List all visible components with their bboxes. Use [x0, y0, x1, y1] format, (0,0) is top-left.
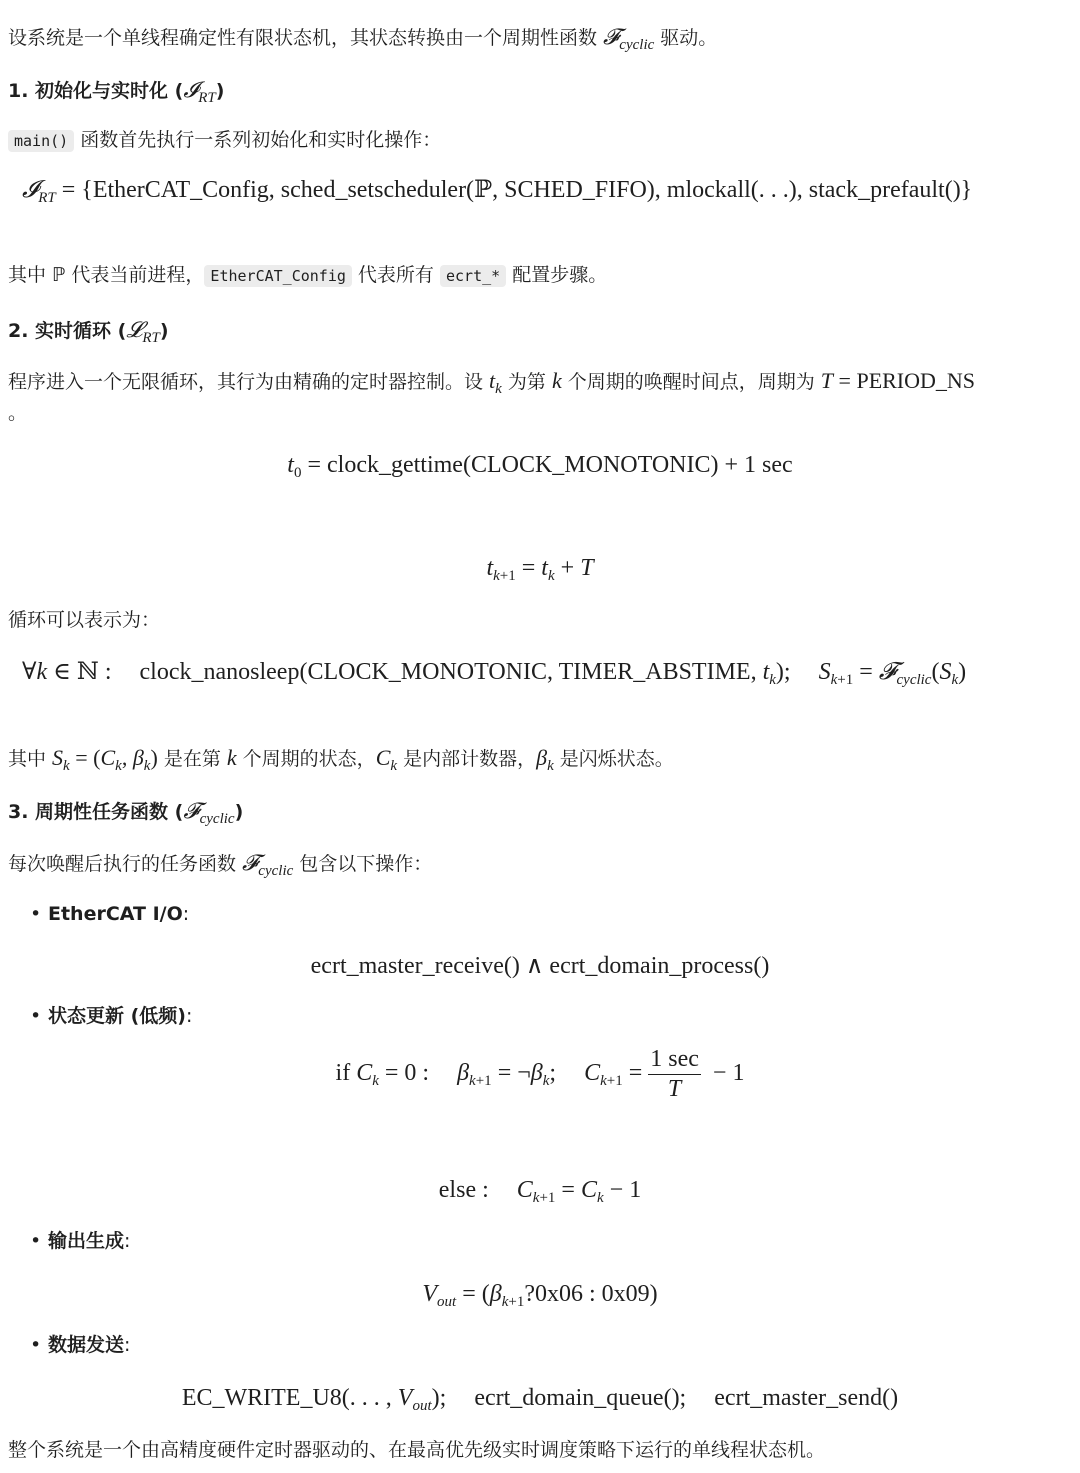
equation-init: 𝓘$_{RT}$ = {EtherCAT_Config, sched_setscheduler(ℙ, SCHED_FIFO), mlockall(. . .), stack_prefault()}	[22, 177, 973, 206]
if-rest: = 0 :	[378, 1060, 430, 1087]
k-symbol: k	[551, 368, 562, 393]
code-ethercat-config: EtherCAT_Config	[204, 265, 351, 287]
forall-symbol: ∀	[22, 659, 37, 685]
s2-note-post: 是闪烁状态。	[553, 748, 674, 770]
write-post: );	[431, 1385, 447, 1411]
tk-symbol: $t_k$	[489, 368, 502, 397]
s2-desc-mid2: 个周期的唤醒时间点，周期为	[561, 371, 821, 393]
eq-t0-text: = clock_gettime(CLOCK_MONOTONIC) + 1 sec	[301, 452, 793, 478]
s2-note-mid2: 个周期的状态，	[236, 748, 376, 770]
s1-note-p: ℙ	[52, 265, 66, 286]
section3-desc	[8, 848, 432, 878]
conclusion: 整个系统是一个由高精度硬件定时器驱动的、在最高优先级实时调度策略下运行的单线程状态机。	[8, 1439, 826, 1461]
bullet-state-update-label: 状态更新 (低频)	[48, 1005, 186, 1027]
equation-send: EC_WRITE_U8(. . . , $V_{out}$); ecrt_domain_queue(); ecrt_master_send()	[181, 1385, 899, 1414]
s2-note-mid1: 是在第	[157, 748, 227, 770]
section1-desc	[8, 127, 441, 154]
if-label: if	[335, 1060, 357, 1087]
forall-rest: ∈ ℕ :	[47, 659, 112, 685]
i-rt-symbol: 𝓘$_{RT}$	[183, 77, 216, 106]
bullet-ethercat-io	[30, 901, 189, 927]
section2-desc	[8, 366, 975, 396]
bullet4-colon: :	[124, 1334, 131, 1356]
section3-heading-text: 3. 周期性任务函数 (	[8, 801, 184, 823]
s1-note-pre: 其中	[8, 264, 53, 286]
bullet-output	[30, 1228, 130, 1254]
send-call: ecrt_master_send()	[714, 1385, 899, 1411]
sleep-call-pre: clock_nanosleep(CLOCK_MONOTONIC, TIMER_ABSTIME,	[139, 659, 763, 685]
bullet3-colon: :	[124, 1230, 131, 1252]
else-label: else :	[438, 1177, 489, 1203]
period-eq-text: = PERIOD_NS	[833, 368, 976, 393]
state-def: $S_k = (C_k$, $\beta_k$)	[52, 745, 158, 774]
bullet-output-label: 输出生成	[48, 1230, 125, 1252]
k-symbol-2: k	[226, 745, 237, 770]
write-pre: EC_WRITE_U8(. . . ,	[181, 1385, 398, 1411]
vout-rest: ?0x06 : 0x09)	[524, 1281, 658, 1307]
s3-desc-post: 包含以下操作：	[293, 853, 433, 875]
section1-heading-close: )	[215, 80, 225, 102]
fraction-numerator: 1 sec	[648, 1046, 701, 1075]
bullet-state-update	[30, 1003, 192, 1029]
intro-text-post: 驱动。	[654, 27, 718, 49]
s2-desc-pre: 程序进入一个无限循环，其行为由精确的定时器控制。设	[8, 371, 490, 393]
section1-heading-text: 1. 初始化与实时化 (	[8, 80, 184, 102]
sleep-call-post: );	[775, 659, 791, 685]
f-cyclic-symbol-3: 𝓕$_{cyclic}$	[242, 850, 294, 879]
ck-symbol: $C_k$	[375, 745, 398, 774]
fraction	[648, 1046, 701, 1103]
s1-note-post: 配置步骤。	[506, 264, 608, 286]
s3-desc-pre: 每次唤醒后执行的任务函数	[8, 853, 243, 875]
bullet-send	[30, 1332, 130, 1358]
section3-heading-close: )	[234, 801, 244, 823]
s2-note-mid3: 是内部计数器，	[397, 748, 537, 770]
equation-io: ecrt_master_receive() ∧ ecrt_domain_process()	[310, 953, 770, 979]
period-eq: T = PERIOD_NS	[820, 368, 976, 393]
bullet-send-label: 数据发送	[48, 1334, 125, 1356]
intro-paragraph	[8, 22, 717, 52]
equation-else: else : $C_{k+1} = C_k - 1$	[438, 1177, 642, 1206]
eq-init-p: ℙ	[474, 177, 493, 203]
equation-if: if $C_k = 0$ : $\beta_{k+1}$ = $\neg\beta_k$; $C_{k+1}$ = $\frac{1 \sec}{T}$ − 1	[335, 1046, 745, 1102]
code-main: main()	[8, 130, 74, 152]
s1-note-mid: 代表当前进程，	[65, 264, 205, 286]
s2-desc-mid1: 为第	[501, 371, 552, 393]
code-ecrt: ecrt_*	[440, 265, 506, 287]
fraction-denominator: T	[667, 1076, 682, 1102]
minus-one: − 1	[706, 1060, 745, 1087]
eq-init-close: , SCHED_FIFO), mlockall(. . .), stack_prefault()}	[492, 177, 973, 203]
beta-k-symbol: $\beta_k$	[536, 745, 554, 774]
section2-heading-text: 2. 实时循环 (	[8, 320, 127, 342]
section2-heading-close: )	[159, 320, 169, 342]
s1-note-mid2: 代表所有	[351, 264, 440, 286]
f-cyclic-symbol-2: 𝓕$_{cyclic}$	[183, 798, 235, 827]
section1-desc-text: 函数首先执行一系列初始化和实时化操作：	[74, 129, 442, 151]
section1-heading	[8, 75, 224, 105]
bullet1-colon: :	[182, 903, 190, 925]
equation-vout: $V_{out}$ = ($\beta_{k+1}?0x06$ : 0x09)	[422, 1281, 658, 1310]
equation-tk1: $t_{k+1} = t_k + T$	[486, 555, 594, 584]
equation-loop: ∀k ∈ ℕ : clock_nanosleep(CLOCK_MONOTONIC, TIMER_ABSTIME, $t_k$); $S_{k+1}$ = $𝓕_{cyclic}(S_k)$	[22, 659, 967, 688]
section1-note	[8, 262, 607, 289]
loop-label: 循环可以表示为：	[8, 609, 161, 631]
equation-t0: $t_0$ = clock_gettime(CLOCK_MONOTONIC) + 1 sec	[287, 452, 793, 481]
s2-note-pre: 其中	[8, 748, 53, 770]
section2-note	[8, 743, 674, 773]
intro-text-pre: 设系统是一个单线程确定性有限状态机，其状态转换由一个周期性函数	[8, 27, 604, 49]
section3-heading	[8, 796, 243, 826]
queue-call: ecrt_domain_queue();	[474, 1385, 687, 1411]
bullet2-colon: :	[185, 1005, 193, 1027]
l-rt-symbol: 𝓛$_{RT}$	[126, 317, 160, 346]
eq-init-open: {EtherCAT_Config, sched_setscheduler(	[81, 177, 475, 203]
section2-heading	[8, 315, 169, 345]
bullet-ethercat-io-label: EtherCAT I/O	[48, 903, 183, 925]
s2-desc-tail: 。	[8, 402, 28, 424]
f-cyclic-symbol: 𝓕$_{cyclic}$	[603, 24, 655, 53]
